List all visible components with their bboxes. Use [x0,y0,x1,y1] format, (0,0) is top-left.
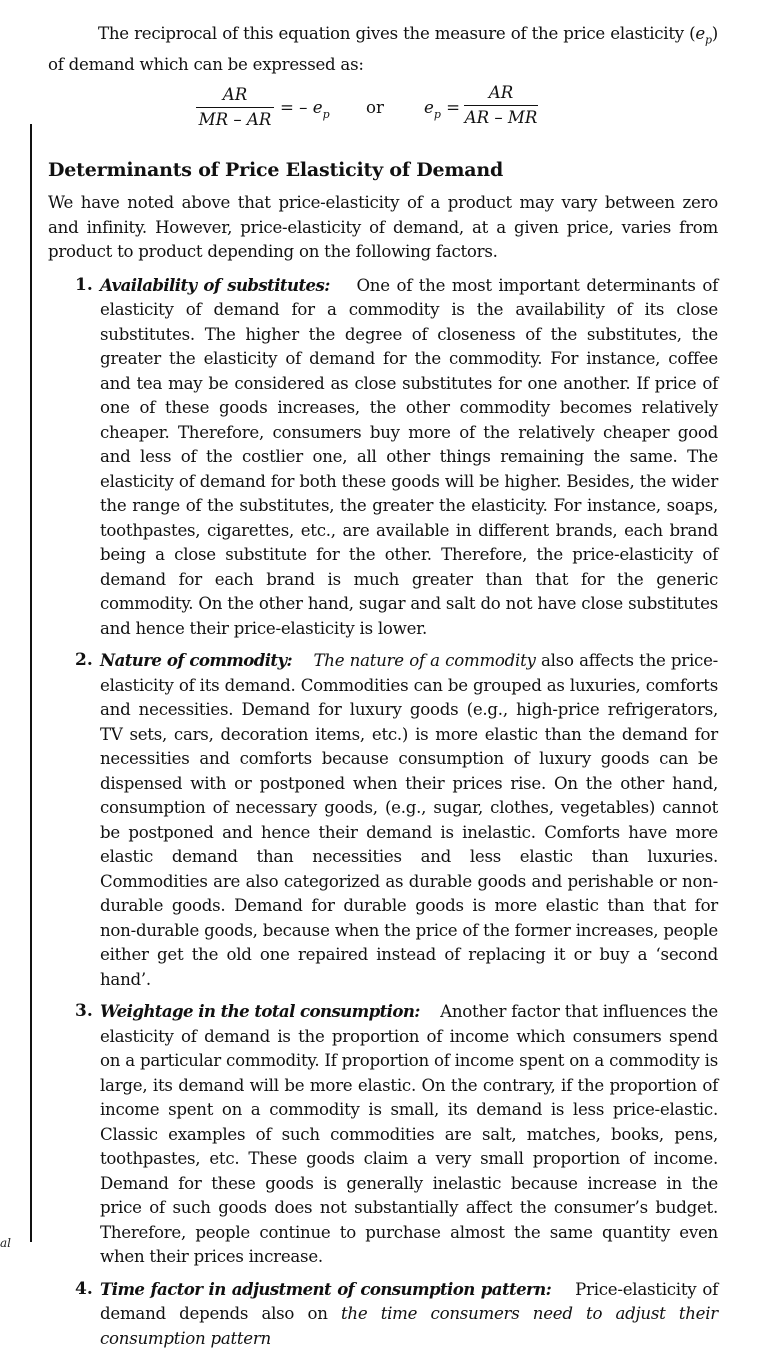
determinants-list [48,273,718,1352]
item-text: Another factor that influences the elasticity of demand is the proportion of income which consumers spend on a particular commodity. If proportion of income spent on a commodity is large, its demand will be more elastic. On the contrary, if the proportion of income spent on a commodity is small, its demand is less price-elastic. Classic examples of such commodities are salt, matches, books, pens, toothpastes, etc. These goods claim a very small proportion of income. Demand for these goods is generally inelastic because increase in the price of such goods does not substantially affect the consumer’s budget. Therefore, people continue to purchase almost the same quantity even when their prices increase. [100,1002,718,1267]
item-text: also affects the price-elasticity of its demand. Commodities can be grouped as luxuries, comforts and necessities. Demand for luxury goods (e.g., high-price refrigerators, TV sets, cars, decoration items, etc.) is more elastic than the demand for necessities and comforts because consumption of luxury goods can be dispensed with or postponed when their prices rise. On the other hand, consumption of necessary goods, (e.g., sugar, clothes, vegetables) cannot be postponed and hence their demand is inelastic. Comforts have more elastic demand than necessities and less elastic than luxuries. Commodities are also categorized as durable goods and perishable or non-durable goods. Demand for durable goods is more elastic than that for non-durable goods, because when the price of the former increases, people either get the old one repaired instead of replacing it or buy a ‘second hand’. [100,651,719,989]
section-intro-paragraph: We have noted above that price-elasticity of a product may vary between zero and infinity. However, price-elasticity of demand, at a given price, varies from product to product depending on the following factors. [48,193,718,262]
list-item [48,1277,718,1352]
item-term: Nature of commodity: [100,650,293,671]
elasticity-formula [48,85,718,149]
item-italic-tail: the time consumers need to adjust their consumption pattern [100,1304,718,1348]
document-page [48,22,718,1358]
list-item [48,999,718,1270]
formula-right-fraction: AR AR – MR [464,83,538,128]
formula-left-rhs: = – $e_p$ [280,98,330,122]
item-term: Weightage in the total consumption: [100,1001,420,1022]
item-number: 3. [75,1001,93,1022]
formula-connector: or [366,98,384,118]
formula-right-lhs: $e_p$ = [424,98,461,122]
item-number: 1. [75,274,93,295]
list-item [48,648,718,992]
item-term: Availability of substitutes: [100,274,330,295]
item-term: Time factor in adjustment of consumption pattern: [100,1278,552,1299]
margin-rule [30,124,32,1242]
item-italic-lead: The nature of a commodity [313,651,536,671]
item-number: 2. [75,650,93,671]
list-item [48,273,718,642]
section-heading: Determinants of Price Elasticity of Demand [48,159,504,182]
item-text: One of the most important determinants of elasticity of demand for a commodity is the availability of its close substitutes. The higher the degree of closeness of the substitutes, the greater the elasticity of demand for the commodity. For instance, coffee and tea may be considered as close substitutes for one another. If price of one of these goods increases, the other commodity becomes relatively cheaper. Therefore, consumers buy more of the relatively cheaper good and less of the costlier one, all other things remaining the same. The elasticity of demand for both these goods will be higher. Besides, the wider the range of the substitutes, the greater the elasticity. For instance, soaps, toothpastes, cigarettes, etc., are available in different brands, each brand being a close substitute for the other. Therefore, the price-elasticity of demand for each brand is much greater than that for the generic commodity. On the other hand, sugar and salt do not have close substitutes and hence their price-elasticity is lower. [100,275,718,638]
intro-paragraph: The reciprocal of this equation gives the measure of the price elasticity $(e_p)$ of demand which can be expressed as: [48,24,718,74]
item-text: Price-elasticity of demand depends also on [100,1279,719,1324]
formula-left-fraction: AR MR – AR [196,85,274,129]
margin-note: al [0,1236,11,1250]
item-number: 4. [75,1278,93,1299]
